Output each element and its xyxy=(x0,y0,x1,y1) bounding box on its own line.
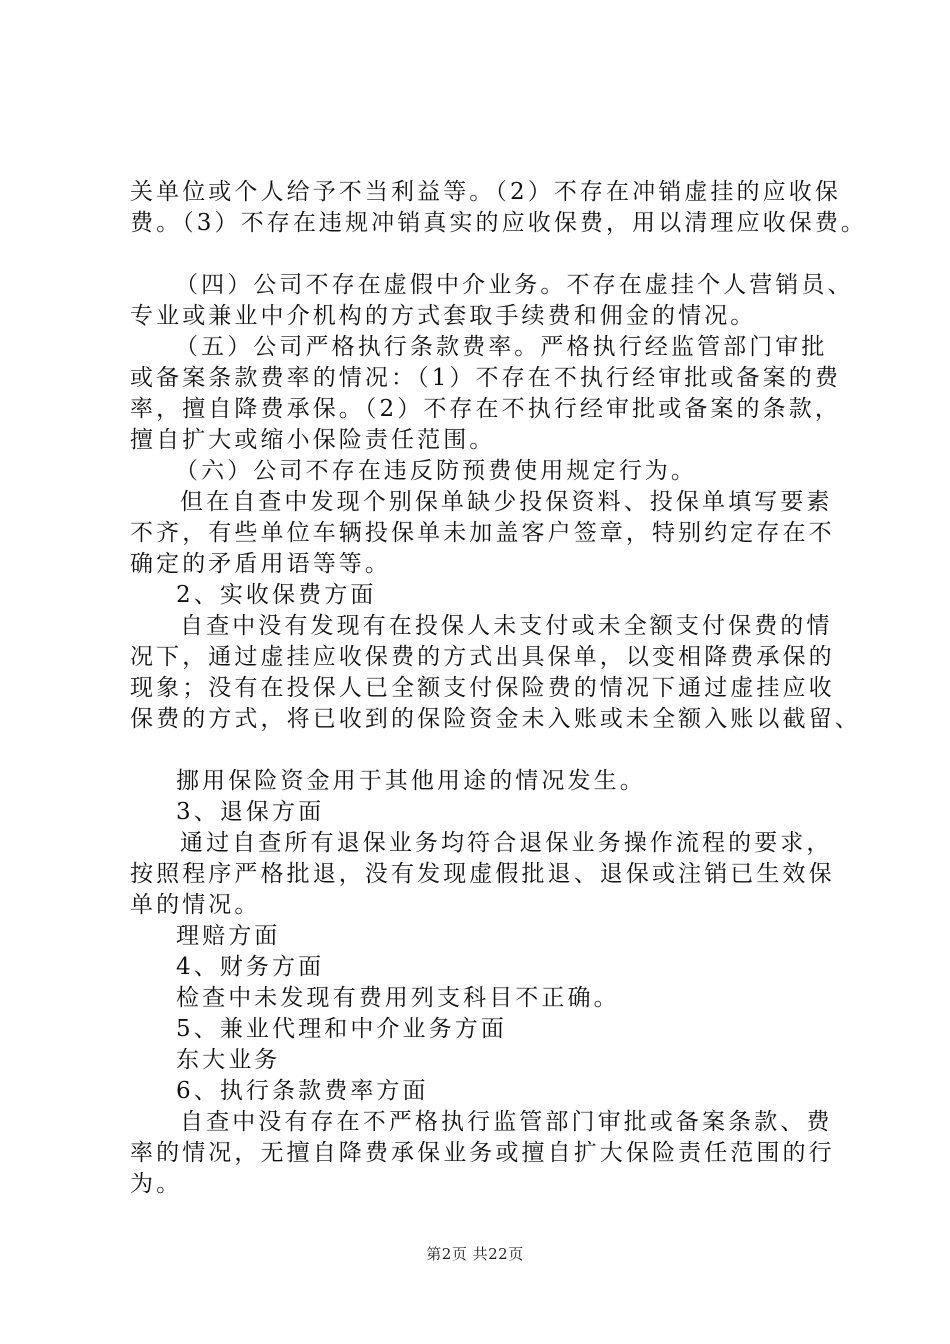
body-text-line: 确定的矛盾用语等等。 xyxy=(130,551,391,577)
body-text-line: 现象；没有在投保人已全额支付保险费的情况下通过虚挂应收 xyxy=(130,675,835,701)
section-heading: 理赔方面 xyxy=(176,923,281,949)
body-text-line: 按照程序严格批退，没有发现虚假批退、退保或注销已生效保 xyxy=(130,861,835,887)
body-text-line: 况下，通过虚挂应收保费的方式出具保单，以变相降费承保的 xyxy=(130,644,835,670)
body-text-line: 率，擅自降费承保。（2）不存在不执行经审批或备案的条款， xyxy=(130,396,841,422)
body-text-line: 为。 xyxy=(130,1171,183,1197)
body-text-line: 关单位或个人给予不当利益等。（2）不存在冲销虚挂的应收保 xyxy=(130,179,841,205)
body-text-line: 专业或兼业中介机构的方式套取手续费和佣金的情况。 xyxy=(130,303,757,329)
body-text-line: 东大业务 xyxy=(176,1047,281,1073)
body-text-line: 率的情况，无擅自降费承保业务或擅自扩大保险责任范围的行 xyxy=(130,1140,835,1166)
body-text-line: 但在自查中发现个别保单缺少投保资料、投保单填写要素 xyxy=(180,489,833,515)
body-text-line: 不齐，有些单位车辆投保单未加盖客户签章，特别约定存在不 xyxy=(130,520,835,546)
body-text-line: 单的情况。 xyxy=(130,892,261,918)
section-heading: 3、退保方面 xyxy=(176,799,325,825)
body-text-line: 自查中没有发现有在投保人未支付或未全额支付保费的情 xyxy=(180,613,833,639)
body-text-line: 费。（3）不存在违规冲销真实的应收保费，用以清理应收保费。 xyxy=(130,210,868,236)
body-text-line: 检查中未发现有费用列支科目不正确。 xyxy=(176,985,620,1011)
section-heading: 5、兼业代理和中介业务方面 xyxy=(176,1016,507,1042)
body-text-line: 挪用保险资金用于其他用途的情况发生。 xyxy=(176,768,646,794)
section-heading: 6、执行条款费率方面 xyxy=(176,1078,429,1104)
body-text-line: 自查中没有存在不严格执行监管部门审批或备案条款、费 xyxy=(180,1109,833,1135)
body-text-line: 保费的方式，将已收到的保险资金未入账或未全额入账以截留、 xyxy=(130,706,861,732)
section-heading: 4、财务方面 xyxy=(176,954,325,980)
body-text-line: 通过自查所有退保业务均符合退保业务操作流程的要求， xyxy=(180,830,833,856)
section-heading: 2、实收保费方面 xyxy=(176,582,377,608)
body-text-line: （六）公司不存在违反防预费使用规定行为。 xyxy=(175,458,697,484)
body-text-line: 或备案条款费率的情况：（1）不存在不执行经审批或备案的费 xyxy=(130,365,841,391)
page-number-footer: 第2页 共22页 xyxy=(426,1245,524,1263)
body-text-line: 擅自扩大或缩小保险责任范围。 xyxy=(130,427,496,453)
body-text-line: （五）公司严格执行条款费率。严格执行经监管部门审批 xyxy=(175,334,828,360)
body-text-line: （四）公司不存在虚假中介业务。不存在虚挂个人营销员、 xyxy=(175,272,854,298)
